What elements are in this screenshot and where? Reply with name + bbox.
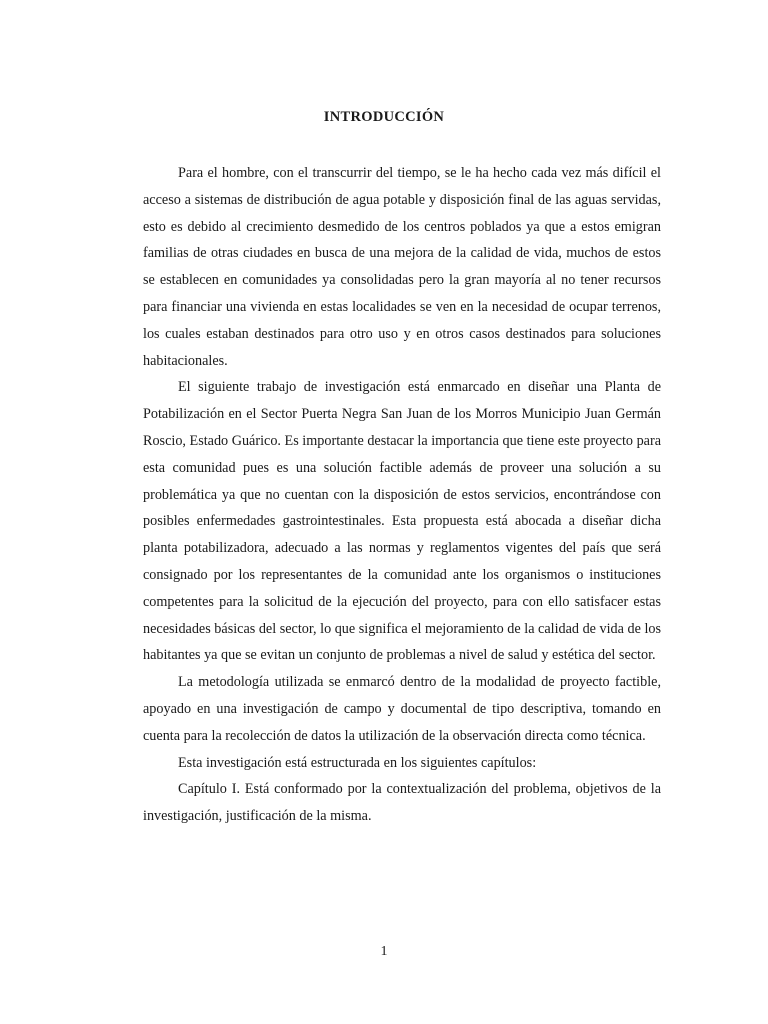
paragraph: La metodología utilizada se enmarcó dentro de la modalidad de proyecto factible, apoyado en una investigación de campo y documental de tipo descriptiva, tomando en cuenta para la recolección de datos la utilización de la observación directa como técnica. [143,674,661,744]
paragraph: Para el hombre, con el transcurrir del tiempo, se le ha hecho cada vez más difícil el acceso a sistemas de distribución de agua potable y disposición final de las aguas servidas, esto es debido al crecimiento desmedido de los centros poblados ya que a estos emigran familias de otras ciudades en busca de una mejora de la calidad de vida, muchos de estos se establecen en comunidades ya consolidadas pero la gran mayoría al no tener recursos para financiar una vivienda en estas localidades se ven en la necesidad de ocupar terrenos, los cuales estaban destinados para otro uso y en otros casos destinados para soluciones habitacionales. [143,165,661,369]
page-number: 1 [380,944,388,959]
paragraph: Esta investigación está estructurada en los siguientes capítulos: [178,754,537,771]
paragraph: Capítulo I. Está conformado por la contextualización del problema, objetivos de la investigación, justificación de la misma. [143,781,661,825]
document-body [143,160,661,830]
page-title: INTRODUCCIÓN [323,109,445,125]
paragraph: El siguiente trabajo de investigación está enmarcado en diseñar una Planta de Potabilización en el Sector Puerta Negra San Juan de los Morros Municipio Juan Germán Roscio, Estado Guárico. Es importante destacar la importancia que tiene este proyecto para esta comunidad pues es una solución factible además de proveer una solución a su problemática ya que no cuentan con la disposición de estos servicios, encontrándose con posibles enfermedades gastrointestinales. Esta propuesta está abocada a diseñar dicha planta potabilizadora, adecuado a las normas y reglamentos vigentes del país que será consignado por los representantes de la comunidad ante los organismos o instituciones competentes para la solicitud de la ejecución del proyecto, para con ello satisfacer estas necesidades básicas del sector, lo que significa el mejoramiento de la calidad de vida de los habitantes ya que se evitan un conjunto de problemas a nivel de salud y estética del sector. [143,379,661,664]
